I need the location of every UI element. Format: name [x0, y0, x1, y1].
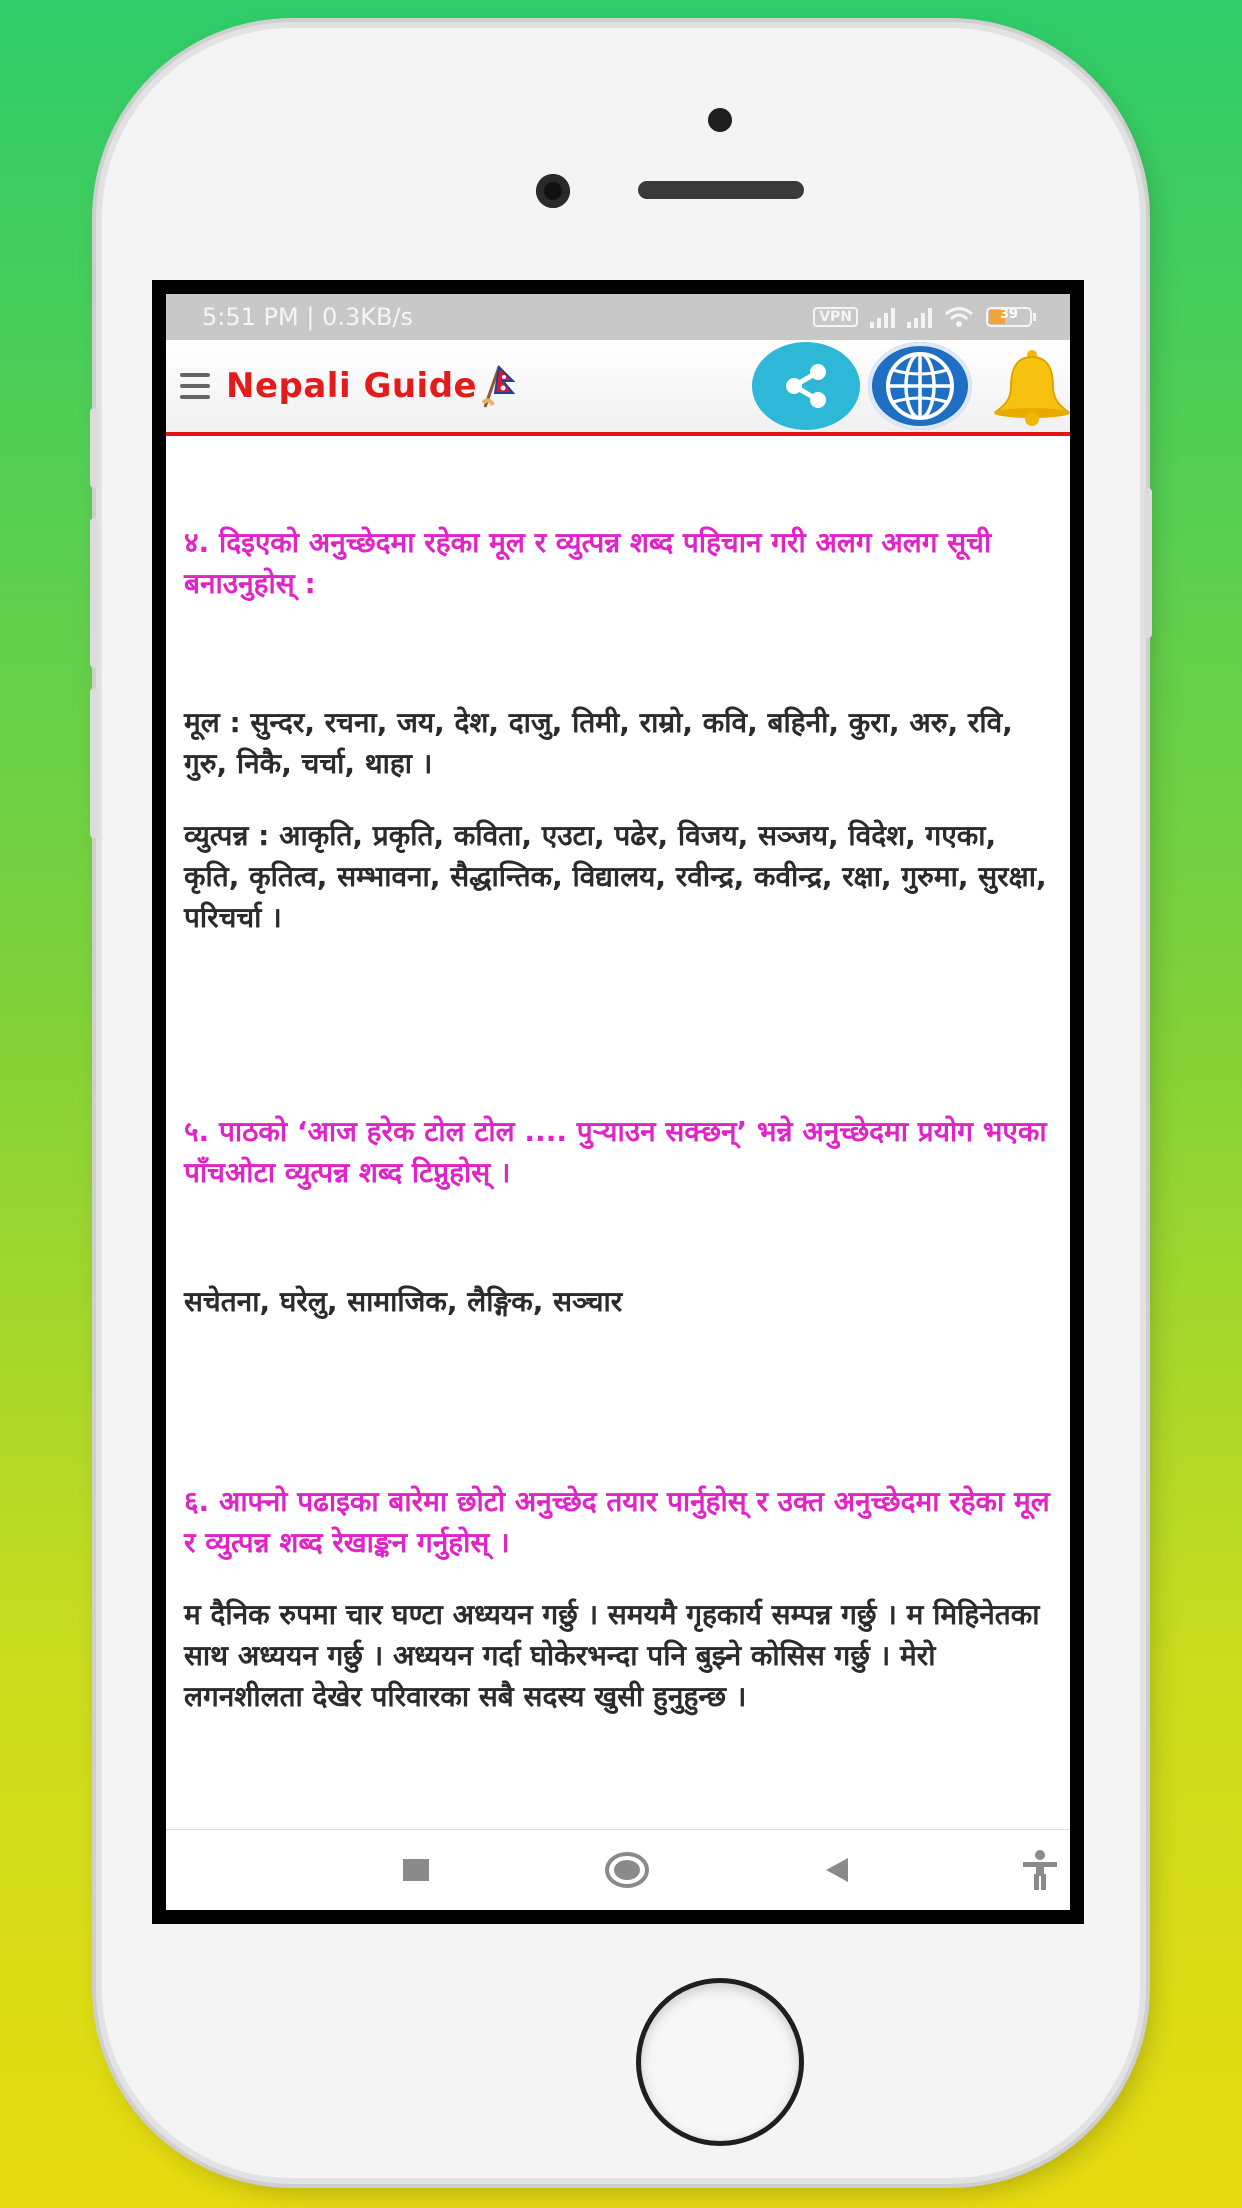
power-button: [1144, 488, 1152, 638]
answer-5: सचेतना, घरेलु, सामाजिक, लैङ्गिक, सञ्चार: [184, 1285, 623, 1318]
question-6: ६. आफ्नो पढाइका बारेमा छोटो अनुच्छेद तयार पार्नुहोस् र उक्त अनुच्छेदमा रहेका मूल र व्युत्पन्न शब्द रेखाङ्कन गर्नुहोस् ।: [184, 1485, 1050, 1559]
accessibility-button[interactable]: [1000, 1830, 1070, 1910]
status-bar: [166, 294, 1070, 340]
screen-inner: [166, 294, 1070, 1910]
recents-button[interactable]: [376, 1830, 456, 1910]
back-triangle-icon: [822, 1855, 852, 1885]
earpiece-speaker: [638, 181, 804, 199]
front-camera: [536, 174, 570, 208]
accessibility-icon: [1020, 1849, 1060, 1891]
app-bar: [166, 340, 1070, 436]
status-icons: [813, 306, 1036, 328]
question-5: ५. पाठको ‘आज हरेक टोल टोल .... पुऱ्याउन सक्छन्’ भन्ने अनुच्छेदमा प्रयोग भएका पाँचओटा व्युत्पन्न शब्द टिप्नुहोस् ।: [184, 1115, 1047, 1189]
bell-icon: [989, 347, 1070, 427]
notification-button[interactable]: [986, 344, 1070, 430]
home-hardware-button[interactable]: [636, 1978, 804, 2146]
battery-level: 39: [999, 307, 1019, 322]
lesson-content: [166, 436, 1070, 1717]
signal-icon: [870, 306, 895, 328]
proximity-sensor: [708, 108, 732, 132]
answer-6: म दैनिक रुपमा चार घण्टा अध्ययन गर्छु । समयमै गृहकार्य सम्पन्न गर्छु । म मिहिनेतका साथ अध्ययन गर्छु । अध्ययन गर्दा घोकेरभन्दा पनि बुझ्ने कोसिस गर्छु । मेरो लगनशीलता देखेर परिवारका सबै सदस्य खुसी हुनुहुन्छ ।: [184, 1598, 1040, 1713]
answer-4-mool: मूल : सुन्दर, रचना, जय, देश, दाजु, तिमी, राम्रो, कवि, बहिनी, कुरा, अरु, रवि, गुरु, निकै, चर्चा, थाहा ।: [184, 706, 1013, 780]
screen: [152, 280, 1084, 1924]
answer-4-vyutpanna: व्युत्पन्न : आकृति, प्रकृति, कविता, एउटा, पढेर, विजय, सञ्जय, विदेश, गएका, कृति, कृतित्व, सम्भावना, सैद्धान्तिक, विद्यालय, रवीन्द्र, कवीन्द्र, रक्षा, गुरुमा, सुरक्षा, परिचर्चा ।: [184, 819, 1047, 934]
volume-button: [90, 408, 98, 488]
globe-icon: [882, 348, 958, 424]
volume-up-button: [90, 518, 98, 668]
status-time: 5:51 PM | 0.3KB/s: [202, 303, 414, 331]
vpn-badge: VPN: [813, 307, 858, 327]
question-4: ४. दिइएको अनुच्छेदमा रहेका मूल र व्युत्पन्न शब्द पहिचान गरी अलग अलग सूची बनाउनुहोस् :: [184, 526, 992, 600]
app-title: Nepali Guide: [226, 366, 478, 406]
battery-icon: [986, 307, 1036, 327]
language-button[interactable]: [868, 342, 972, 430]
circle-icon: [604, 1850, 650, 1890]
nepal-flag-icon: [479, 363, 517, 409]
hamburger-icon[interactable]: [180, 373, 210, 399]
square-icon: [401, 1857, 431, 1883]
share-button[interactable]: [752, 342, 860, 430]
home-nav-button[interactable]: [587, 1830, 667, 1910]
signal-icon: [907, 306, 932, 328]
android-nav-bar: [166, 1829, 1070, 1910]
share-icon: [776, 356, 836, 416]
back-button[interactable]: [797, 1830, 877, 1910]
volume-down-button: [90, 688, 98, 838]
wifi-icon: [944, 306, 974, 328]
